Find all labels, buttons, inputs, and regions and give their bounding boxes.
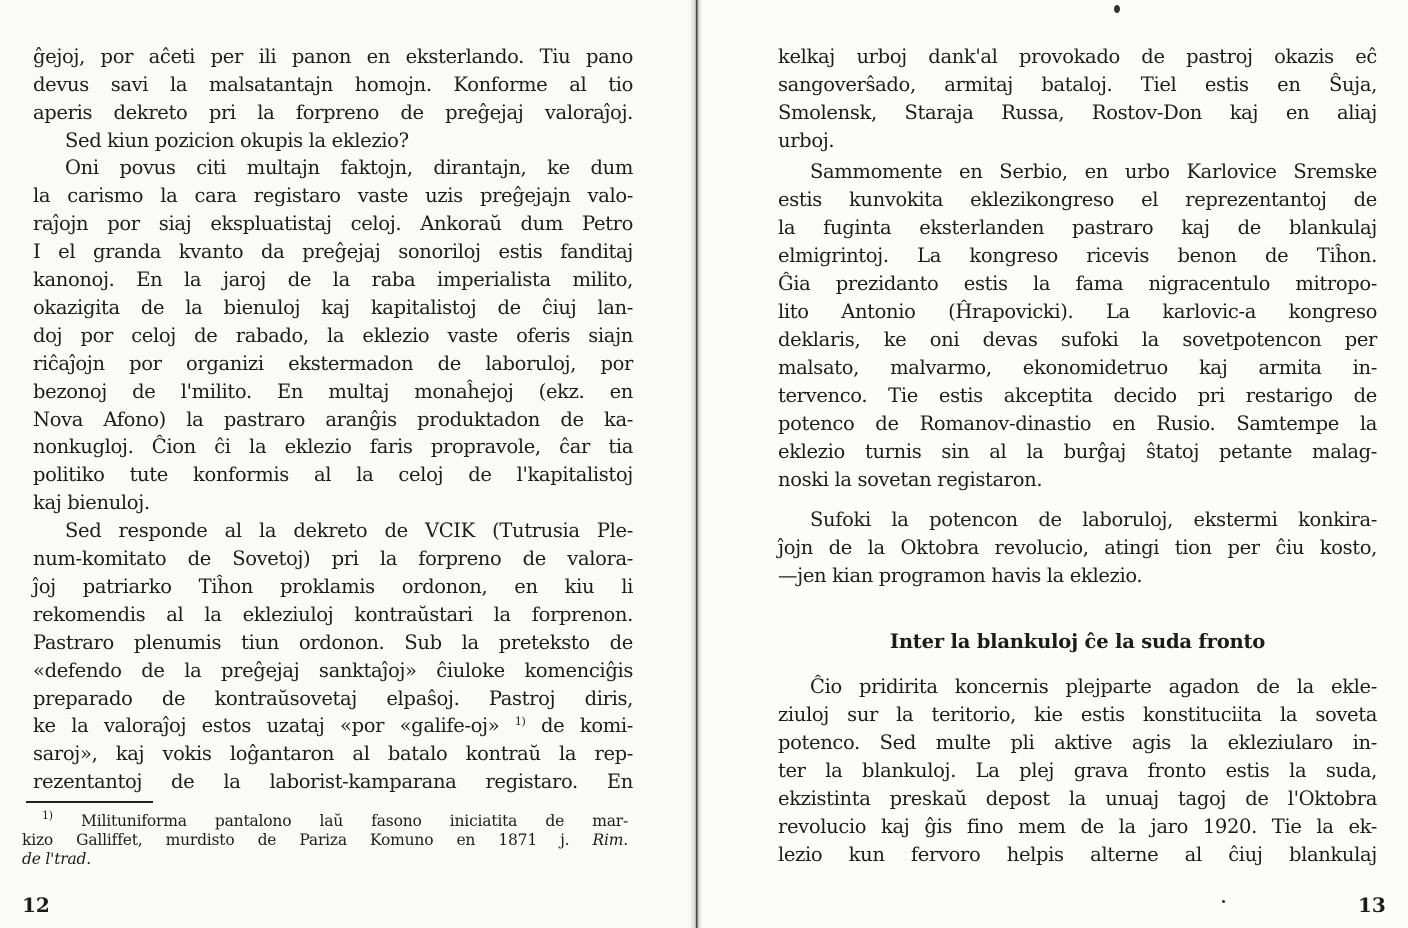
text-line xyxy=(33,712,633,740)
footnote-reference: 1) xyxy=(514,715,526,728)
text-segment: de komi- xyxy=(525,714,633,737)
text-line: rezentantoj de la laborist-kamparana registaro. En xyxy=(33,770,633,793)
text-line: «defendo de la preĝejaj sanktaĵoj» ĉiuloke komenciĝis xyxy=(33,659,633,682)
page-number-right: 13 xyxy=(1358,893,1386,917)
text-line: lezio kun fervoro helpis alterne al ĉiuj blankulaj xyxy=(778,843,1377,866)
text-line: deklaris, ke oni devas sufoki la sovetpotencon per xyxy=(778,328,1377,351)
text-line: politiko tute konformis al la celoj de l'kapitalistoj xyxy=(33,463,633,486)
text-line: Smolensk, Staraja Russa, Rostov-Don kaj en aliaj xyxy=(778,101,1377,124)
text-line: Pastraro plenumis tiun ordonon. Sub la preteksto de xyxy=(33,631,633,654)
text-line: devus savi la malsatantajn homojn. Konforme al tio xyxy=(33,73,633,96)
footnote-divider xyxy=(26,801,153,803)
text-line: estis kunvokita eklezikongreso el reprezentantoj de xyxy=(778,188,1377,211)
text-line: saroj», kaj vokis loĝantaron al batalo kontraŭ la rep- xyxy=(33,742,633,765)
text-line: kanonoj. En la jaroj de la raba imperialista milito, xyxy=(33,268,633,291)
text-line: potenco de Romanov-dinastio en Rusio. Samtempe la xyxy=(778,412,1377,435)
text-line: —jen kian programon havis la eklezio. xyxy=(778,564,1143,587)
text-line: malsato, malvarmo, ekonomidetruo kaj armita in- xyxy=(778,356,1377,379)
text-line: lito Antonio (Ĥrapovicki). La karlovic-a kongreso xyxy=(778,300,1377,323)
text-line: Oni povus citi multajn faktojn, dirantajn, ke dum xyxy=(65,156,633,179)
text-line: eklezio turnis sin al la burĝaj ŝtatoj petante malag- xyxy=(778,440,1377,463)
section-heading: Inter la blankuloj ĉe la suda fronto xyxy=(889,630,1266,653)
footnote-line xyxy=(22,831,628,850)
text-line: ziuloj sur la teritorio, kie estis konstituciita la soveta xyxy=(778,703,1377,726)
text-line: riĉaĵojn por organizi ekstermadon de laboruloj, por xyxy=(33,352,633,375)
text-line: ĵojn de la Oktobra revolucio, atingi tion per ĉiu kosto, xyxy=(778,536,1377,559)
ink-speck xyxy=(1222,900,1225,903)
footnote-text-italic: de l'trad. xyxy=(22,850,91,868)
text-line: num-komitato de Sovetoj) pri la forpreno de valora- xyxy=(33,547,633,570)
text-line: bezonoj de l'milito. En multaj monaĥejoj (ekz. en xyxy=(33,380,633,403)
text-line: nonkugloj. Ĉion ĉi la eklezio faris propravole, ĉar tia xyxy=(33,435,633,458)
text-line: doj por celoj de rabado, la eklezio vaste oferis siajn xyxy=(33,324,633,347)
book-gutter xyxy=(690,0,702,928)
text-line: ekzistinta preskaŭ depost la unuaj tagoj de l'Oktobra xyxy=(778,787,1377,810)
text-line: Sed responde al la dekreto de VCIK (Tutrusia Ple- xyxy=(65,519,633,542)
text-line: kaj bienuloj. xyxy=(33,491,150,514)
text-line: elmigrintoj. La kongreso ricevis benon de Tiĥon. xyxy=(778,244,1377,267)
text-line: kelkaj urboj dank'al provokado de pastroj okazis eĉ xyxy=(778,45,1377,68)
text-line: preparado de kontraŭsovetaj elpaŝoj. Pastroj diris, xyxy=(33,687,633,710)
text-line: potenco. Sed multe pli aktive agis la ekleziularo in- xyxy=(778,731,1377,754)
text-line: aperis dekreto pri la forpreno de preĝejaj valoraĵoj. xyxy=(33,101,633,124)
footnote-text: kizo Galliffet, murdisto de Pariza Komuno en 1871 j. xyxy=(22,831,593,849)
text-line: noski la sovetan registaron. xyxy=(778,468,1043,491)
page-number-left: 12 xyxy=(22,893,50,917)
text-line: Sed kiun pozicion okupis la eklezio? xyxy=(65,129,409,152)
text-line: raĵojn por siaj ekspluatistaj celoj. Ankoraŭ dum Petro xyxy=(33,212,633,235)
footnote-text: Milituniforma pantalono laŭ fasono iniciatita de mar- xyxy=(52,812,628,830)
ink-speck xyxy=(1114,5,1120,13)
text-line: ĵoj patriarko Tiĥon proklamis ordonon, en kiu li xyxy=(33,575,633,598)
text-line: revolucio kaj ĝis fino mem de la jaro 1920. Tie la ek- xyxy=(778,815,1377,838)
text-line: ĝejoj, por aĉeti per ili panon en eksterlando. Tiu pano xyxy=(33,45,633,68)
text-line: la fuginta eksterlanden pastraro kaj de blankulaj xyxy=(778,216,1377,239)
footnote-text-italic: Rim. xyxy=(592,831,628,849)
text-line: Sammomente en Serbio, en urbo Karlovice Sremske xyxy=(810,160,1377,183)
text-line: sangoverŝado, armitaj bataloj. Tiel estis en Ŝuja, xyxy=(778,73,1377,96)
text-segment: ke la valoraĵoj estos uzataj «por «galife-oj» xyxy=(33,714,515,737)
text-line: Sufoki la potencon de laboruloj, ekstermi konkira- xyxy=(810,508,1377,531)
text-line: I el granda kvanto da preĝejaj sonoriloj estis fanditaj xyxy=(33,240,633,263)
text-line: okazigita de la bienuloj kaj kapitalistoj de ĉiuj lan- xyxy=(33,296,633,319)
text-line: Ĝia prezidanto estis la fama nigracentulo mitropo- xyxy=(778,272,1377,295)
text-line: tervenco. Tie estis akceptita decido pri restarigo de xyxy=(778,384,1377,407)
footnote-line xyxy=(22,850,628,869)
footnote-line xyxy=(22,809,628,831)
text-line: la carismo la cara registaro vaste uzis preĝejajn valo- xyxy=(33,184,633,207)
text-line: rekomendis al la ekleziuloj kontraŭstari la forprenon. xyxy=(33,603,633,626)
footnote-marker: 1) xyxy=(42,809,53,822)
text-line: Ĉio pridirita koncernis plejparte agadon de la ekle- xyxy=(810,675,1377,698)
text-line: urboj. xyxy=(778,129,835,152)
text-line: ter la blankuloj. La plej grava fronto estis la suda, xyxy=(778,759,1377,782)
text-line: Nova Afono) la pastraro aranĝis produktadon de ka- xyxy=(33,408,633,431)
